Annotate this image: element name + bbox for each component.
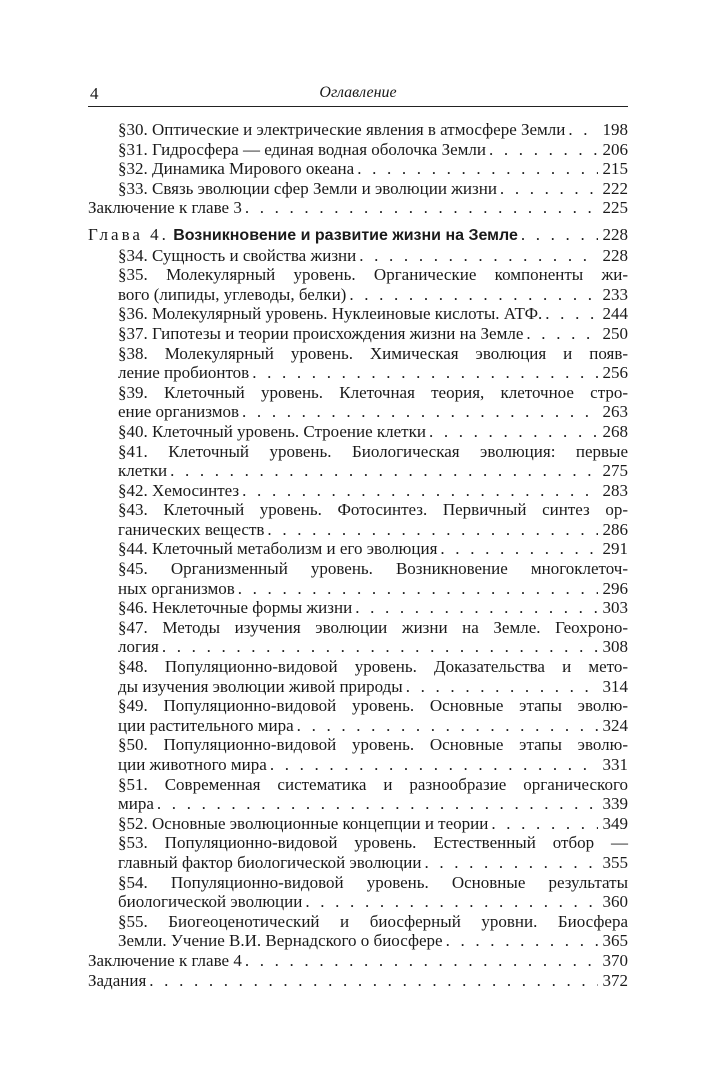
toc-entry-43[interactable] [118,500,628,539]
entry-title-line2: ных организмов [118,578,235,598]
page-ref: 244 [602,304,628,324]
section-number: §50. [118,735,148,755]
entry-title: Основные эволюционные концепции и теории [152,813,489,833]
leader-dots [297,716,598,736]
leader-dots [170,461,598,481]
entry-title-line2: логия [118,637,159,657]
toc-conclusion-4[interactable] [88,951,628,971]
leader-dots [149,971,598,991]
entry-title-line2: ды изучения эволюции живой природы [118,676,403,696]
section-number: §31. [118,139,148,159]
toc-entry-35[interactable] [118,265,628,304]
toc-entry-40[interactable] [118,422,628,442]
entry-title: Хемосинтез [152,480,240,500]
leader-dots [489,140,598,160]
entry-title-line2: ции животного мира [118,755,267,774]
page-ref: 314 [602,676,628,696]
entry-title: Заключение к главе 3 [88,198,242,218]
chapter-label: Глава 4. [88,224,169,244]
entry-title-line1: Популяционно-видовой уровень. Основные этапы эволю- [163,735,629,755]
toc-entry-34[interactable] [118,246,628,266]
entry-title-line1: Современная систематика и разнообразие органического [164,774,628,794]
running-header [88,84,628,107]
toc-entry-51[interactable] [118,775,628,814]
entry-title: Сущность и свойства жизни [152,245,357,265]
entry-title-line1: Молекулярный уровень. Химическая эволюция и появ- [164,343,629,363]
entry-title: Оптические и электрические явления в атмосфере Земли [152,120,566,139]
leader-dots [526,324,598,344]
page-ref: 291 [602,539,628,559]
page-ref: 296 [602,578,628,598]
entry-title: Гидросфера — единая водная оболочка Земли [152,139,486,159]
page-ref: 198 [602,120,628,139]
page-ref: 228 [602,224,628,244]
leader-dots [242,481,598,501]
entry-title: Клеточный уровень. Строение клетки [152,421,426,441]
page-ref: 268 [602,421,628,441]
entry-title-line1: Популяционно-видовой уровень. Естественный отбор — [164,833,629,853]
page-ref: 215 [602,159,628,179]
section-number: §45. [118,559,148,579]
entry-title-line2: ение организмов [118,402,240,422]
leader-dots [270,755,598,775]
leader-dots [267,520,598,540]
leader-dots [162,637,598,657]
entry-title-line1: Популяционно-видовой уровень. Основные этапы эволю- [163,696,629,716]
toc-entry-54[interactable] [118,873,628,912]
section-number: §52. [118,813,148,833]
entry-title-line1: Популяционно-видовой уровень. Доказательства и мето- [164,657,629,677]
page-ref: 286 [602,519,628,539]
entry-title: Молекулярный уровень. Нуклеиновые кислоты. АТФ. [152,304,543,324]
section-number: §48. [118,657,148,677]
running-title: Оглавление [319,84,397,101]
leader-dots [242,402,598,422]
leader-dots [238,579,598,599]
leader-dots [305,892,598,912]
leader-dots [157,794,598,814]
page-ref: 303 [602,598,628,618]
toc-entry-50[interactable] [118,735,628,774]
section-number: §43. [118,500,148,520]
leader-dots [568,120,598,140]
section-number: §47. [118,617,148,637]
toc-entry-33[interactable] [118,179,628,199]
toc-tasks[interactable] [88,971,628,991]
page-ref: 308 [602,637,628,657]
entry-title: Неклеточные формы жизни [152,598,353,618]
toc-chapter-4[interactable] [88,225,628,246]
page-ref: 225 [602,198,628,218]
section-number: §34. [118,245,148,265]
section-number: §54. [118,872,148,892]
page-ref: 339 [602,794,628,814]
toc-entry-55[interactable] [118,912,628,951]
entry-title-line1: Молекулярный уровень. Органические компоненты жи- [166,265,629,285]
leader-dots [521,225,598,245]
page-ref: 250 [602,323,628,343]
leader-dots [406,677,598,697]
leader-dots [357,159,598,179]
section-number: §30. [118,120,148,139]
toc-entry-36[interactable] [118,304,628,324]
toc-entry-32[interactable] [118,159,628,179]
leader-dots [545,304,598,324]
page-ref: 324 [602,715,628,735]
page-ref: 233 [602,284,628,304]
page-ref: 349 [602,813,628,833]
entry-title: Заключение к главе 4 [88,950,242,970]
toc-entry-31[interactable] [118,140,628,160]
leader-dots [355,598,598,618]
section-number: §36. [118,304,148,324]
toc-entry-37[interactable] [118,324,628,344]
chapter-title: Возникновение и развитие жизни на Земле [173,226,518,244]
section-number: §38. [118,343,148,363]
entry-title: Задания [88,970,147,990]
leader-dots [359,246,598,266]
entry-title-line2: биологической эволюции [118,892,303,912]
section-number: §35. [118,265,148,285]
page-ref: 360 [602,892,628,912]
leader-dots [245,951,598,971]
entry-title: Связь эволюции сфер Земли и эволюции жизни [152,178,497,198]
section-number: §37. [118,323,148,343]
section-number: §42. [118,480,148,500]
toc-entry-47[interactable] [118,618,628,657]
page-ref: 275 [602,461,628,481]
toc-conclusion-3[interactable] [88,198,628,218]
entry-title-line1: Популяционно-видовой уровень. Основные результаты [170,872,628,892]
entry-title: Динамика Мирового океана [152,159,355,179]
entry-title-line1: Клеточный уровень. Биологическая эволюция: первые [168,441,628,461]
toc-entry-42[interactable] [118,481,628,501]
toc-entry-30[interactable] [118,120,628,140]
section-number: §40. [118,421,148,441]
toc-entry-53[interactable] [118,833,628,872]
entry-title-line2: главный фактор биологической эволюции [118,852,422,872]
leader-dots [424,853,598,873]
page-ref: 222 [602,178,628,198]
entry-title-line2: ление пробионтов [118,363,250,383]
page-ref: 206 [602,139,628,159]
entry-title-line2: ганических веществ [118,519,265,539]
section-number: §32. [118,159,148,179]
entry-title: Клеточный метаболизм и его эволюция [152,539,438,559]
leader-dots [491,814,598,834]
leader-dots [349,285,598,305]
toc-entry-44[interactable] [118,539,628,559]
entry-title: Гипотезы и теории происхождения жизни на Земле [152,323,524,343]
table-of-contents [88,120,628,990]
entry-title-line1: Организменный уровень. Возникновение многоклеточ- [170,559,629,579]
page-ref: 372 [602,970,628,990]
section-number: §41. [118,441,148,461]
toc-entry-52[interactable] [118,814,628,834]
leader-dots [252,363,598,383]
page-number: 4 [90,84,99,103]
entry-title-line2: ции растительного мира [118,715,294,735]
entry-title-line1: Биогеоценотический и биосферный уровни. Биосфера [168,911,628,931]
toc-entry-38[interactable] [118,344,628,383]
page-ref: 283 [602,480,628,500]
toc-entry-46[interactable] [118,598,628,618]
entry-title-line2: мира [118,794,154,814]
section-number: §46. [118,598,148,618]
leader-dots [440,539,598,559]
leader-dots [245,198,598,218]
toc-entry-49[interactable] [118,696,628,735]
toc-entry-41[interactable] [118,442,628,481]
toc-entry-45[interactable] [118,559,628,598]
section-number: §44. [118,539,148,559]
leader-dots [446,931,598,951]
toc-entry-48[interactable] [118,657,628,696]
entry-title-line2: Земли. Учение В.И. Вернадского о биосфере [118,931,443,951]
section-number: §49. [118,696,148,716]
leader-dots [429,422,598,442]
toc-entry-39[interactable] [118,383,628,422]
page-ref: 365 [602,931,628,951]
page-ref: 263 [602,402,628,422]
entry-title-line1: Клеточный уровень. Фотосинтез. Первичный синтез ор- [163,500,628,520]
page-ref: 228 [602,245,628,265]
section-number: §51. [118,774,148,794]
entry-title-line2: клетки [118,461,168,481]
leader-dots [500,179,598,199]
page-ref: 256 [602,363,628,383]
entry-title-line1: Методы изучения эволюции жизни на Земле. Геохроно- [162,617,628,637]
entry-title-line1: Клеточный уровень. Клеточная теория, клеточное стро- [163,382,628,402]
page-ref: 355 [602,852,628,872]
section-number: §53. [118,833,148,853]
page-ref: 331 [602,755,628,774]
page-ref: 370 [602,950,628,970]
section-number: §39. [118,382,148,402]
entry-title-line2: вого (липиды, углеводы, белки) [118,284,347,304]
section-number: §55. [118,911,148,931]
section-number: §33. [118,178,148,198]
